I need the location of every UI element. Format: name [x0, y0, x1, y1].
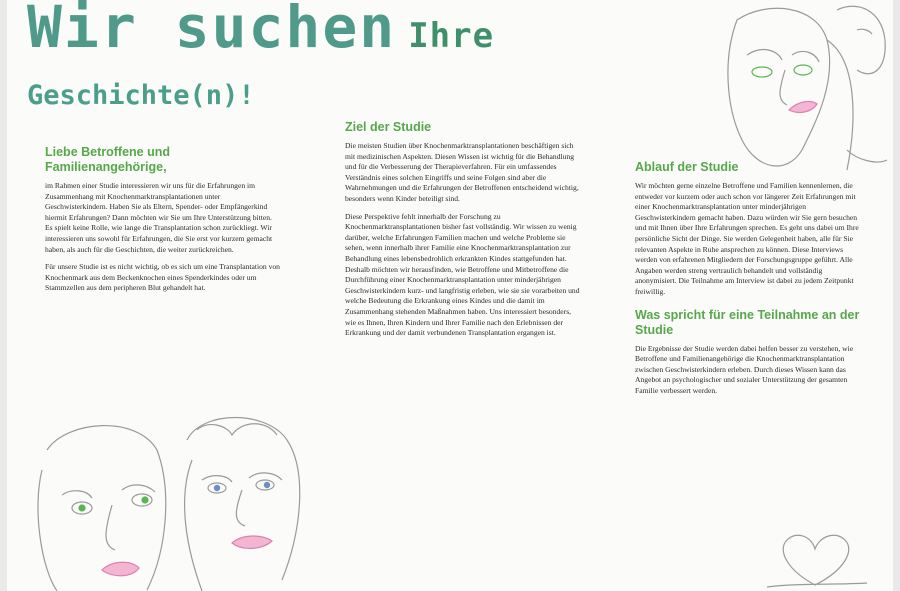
procedure-heading: Ablauf der Studie — [635, 160, 739, 174]
title-wir-suchen: Wir suchen — [27, 0, 397, 61]
study-goal-heading: Ziel der Studie — [345, 120, 432, 134]
greeting-heading: Liebe Betroffene und Familienangehörige, — [45, 145, 171, 174]
greeting-paragraph: Für unsere Studie ist es nicht wichtig, ob es sich um eine Transplantation von Knochenmark aus dem Beckenknochen eines Spenderkindes oder um Stammzellen aus dem peripheren Blut gehandelt hat. — [45, 262, 280, 293]
poster-title — [27, 0, 495, 61]
study-goal-paragraph: Die meisten Studien über Knochenmarktransplantationen beschäftigen sich mit medizinischen Aspekten. Diesen Wissen ist wichtig für die Behandlung und für die Verbesserung der Therapieverfahren. Für ein umfassendes Verständnis eines solchen Eingriffs und seine Folgen sind aber die Wahrnehmungen und die Erfahrungen der Betroffenen entscheidend wichtig, besonders wenn Kinder beteiligt sind. — [345, 141, 579, 203]
faces-sketch-bottom-left — [27, 410, 327, 591]
procedure-paragraph: Wir möchten gerne einzelne Betroffene und Familien kennenlernen, die entweder vor kurzem oder auch schon vor längerer Zeit Erfahrungen mit einer Knochenmarktransplantation unter minderjährigen Geschwisterkindern gemacht haben. Dazu würden wir Sie gern besuchen und mit Ihnen über Ihre Erfahrungen sprechen. Es geht uns dabei um Ihre persönliche Sicht der Dinge. Sie werden Gelegenheit haben, alle für Sie relevanten Aspekte in Ruhe ansprechen zu können. Diese Interviews werden von erfahrenen Mitgliedern der Forschungsgruppe geführt. Alle Angaben werden streng vertraulich behandelt und vollständig anonymisiert. Die Teilnahme am Interview ist dabei zu jedem Zeitpunkt freiwillig. — [635, 181, 859, 296]
heart-sketch — [767, 525, 867, 591]
title-ihre: Ihre — [408, 16, 495, 56]
poster-page — [7, 0, 893, 591]
poster-subtitle: Geschichte(n)! — [27, 80, 255, 111]
participation-heading: Was spricht für eine Teilnahme an der Studie — [635, 307, 860, 337]
column-greeting — [45, 145, 280, 301]
greeting-paragraph: im Rahmen einer Studie interessieren wir uns für die Erfahrungen im Zusammenhang mit Knochenmarktransplantationen unter Geschwisterkindern. Haben Sie als Eltern, Spender- oder Empfängerkind hiermit Erfahrungen? Dann möchten wir Sie um Ihre Unterstützung bitten. Es spielt keine Rolle, wie lange die Transplantation schon zurückliegt. Wir interessieren uns sowohl für Erfahrungen, die Sie erst vor kurzem gemacht haben, als auch für die Geschichten, die weiter zurückreichen. — [45, 181, 273, 254]
study-goal-paragraph: Diese Perspektive fehlt innerhalb der Forschung zu Knochenmarktransplantationen bisher fast vollständig. Wir wissen zu wenig darüber, welche Erfahrungen Familien machen und welche Probleme sie sehen, wenn innerhalb ihrer Familie eine Knochenmarktransplantation zur Behandlung eines lebensbedrohlich erkrankten Kindes stattgefunden hat. Deshalb möchten wir herausfinden, wie Betroffene und Mitbetroffene die Durchführung einer Knochenmarktransplantation unter minderjährigen Geschwisterkindern kurz- und langfristig erleben, wie sie sie vorarbeiten und welche Bedeutung die Erkrankung eines Kindes und die damit im Zusammenhang stehenden Maßnahmen haben. Uns interessiert besonders, wie es Ihnen, Ihren Kindern und Ihrer Familie nach den Erlebnissen der Erkrankung und der damit verbundenen Transplantation ergangen ist. — [345, 211, 580, 338]
column-procedure — [635, 160, 865, 404]
face-sketch-top-right — [707, 0, 893, 190]
participation-paragraph: Die Ergebnisse der Studie werden dabei helfen besser zu verstehen, wie Betroffene und Familienangehörige die Knochenmarktransplantation zwischen Geschwisterkindern erleben. Durch dieses Wissen kann das Angebot an psychologischer und sozialer Unterstützung der gesamten Familie verbessert werden. — [635, 343, 854, 395]
column-study-goal — [345, 120, 580, 346]
